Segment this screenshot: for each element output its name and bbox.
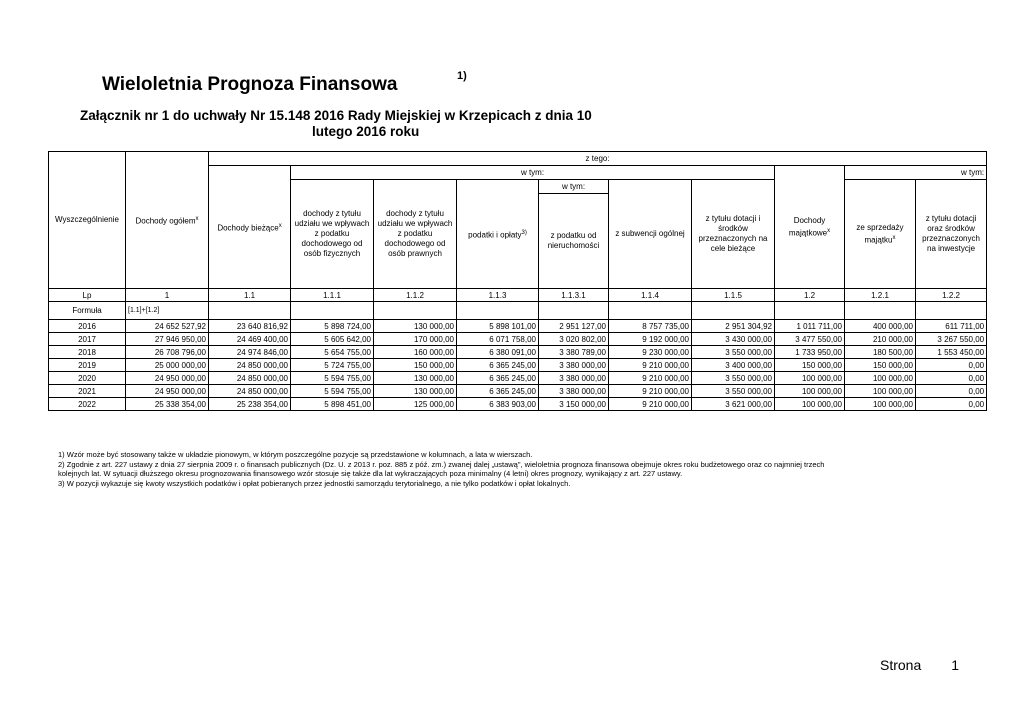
year-cell: 2021 bbox=[49, 385, 126, 398]
header-pit-share: dochody z tytułu udziału we wpływach z podatku dochodowego od osób fizycznych bbox=[291, 180, 374, 289]
data-rows bbox=[49, 320, 987, 411]
value-cell: 24 950 000,00 bbox=[126, 372, 209, 385]
value-cell: 150 000,00 bbox=[374, 359, 457, 372]
header-dotacje-inwestycje: z tytułu dotacji oraz środków przeznaczonych na inwestycje bbox=[916, 180, 987, 289]
value-cell: 130 000,00 bbox=[374, 372, 457, 385]
formula-cell bbox=[457, 302, 539, 320]
value-cell: 24 469 400,00 bbox=[209, 333, 291, 346]
value-cell: 1 553 450,00 bbox=[916, 346, 987, 359]
value-cell: 130 000,00 bbox=[374, 320, 457, 333]
table-row bbox=[49, 385, 987, 398]
value-cell: 9 210 000,00 bbox=[609, 359, 692, 372]
value-cell: 0,00 bbox=[916, 385, 987, 398]
value-cell: 3 430 000,00 bbox=[692, 333, 775, 346]
header-z-tego: z tego: bbox=[209, 152, 987, 166]
header-dotacje-biezace: z tytułu dotacji i środków przeznaczonych na cele bieżące bbox=[692, 180, 775, 289]
value-cell: 27 946 950,00 bbox=[126, 333, 209, 346]
value-cell: 210 000,00 bbox=[845, 333, 916, 346]
header-dochody-majatkowe: Dochody majątkowe$^x$ bbox=[775, 166, 845, 289]
formula-row bbox=[49, 302, 987, 320]
value-cell: 3 477 550,00 bbox=[775, 333, 845, 346]
value-cell: 5 654 755,00 bbox=[291, 346, 374, 359]
lp-cell: 1.1.4 bbox=[609, 289, 692, 302]
value-cell: 5 594 755,00 bbox=[291, 385, 374, 398]
value-cell: 24 974 846,00 bbox=[209, 346, 291, 359]
forecast-table bbox=[48, 151, 987, 411]
lp-cell: 1.1.2 bbox=[374, 289, 457, 302]
lp-cell: 1.2 bbox=[775, 289, 845, 302]
formula-cell bbox=[845, 302, 916, 320]
formula-cell bbox=[539, 302, 609, 320]
value-cell: 1 011 711,00 bbox=[775, 320, 845, 333]
value-cell: 180 500,00 bbox=[845, 346, 916, 359]
header-w-tym-podatki: w tym: bbox=[539, 180, 609, 194]
value-cell: 5 898 724,00 bbox=[291, 320, 374, 333]
value-cell: 3 380 789,00 bbox=[539, 346, 609, 359]
value-cell: 25 338 354,00 bbox=[126, 398, 209, 411]
value-cell: 5 605 642,00 bbox=[291, 333, 374, 346]
year-cell: 2019 bbox=[49, 359, 126, 372]
value-cell: 2 951 304,92 bbox=[692, 320, 775, 333]
value-cell: 100 000,00 bbox=[845, 398, 916, 411]
lp-cell: 1.1 bbox=[209, 289, 291, 302]
formula-cell bbox=[209, 302, 291, 320]
formula-label: Formuła bbox=[49, 302, 126, 320]
footnote-2-continued: kolejnych lat. W sytuacji dłuższego okresu prognozowania finansowego wzór stosuje się także dla lat wykraczających poza minimalny (4 letni) okres prognozy, wynikający z art. 227 ustawy. bbox=[58, 469, 683, 479]
value-cell: 26 708 796,00 bbox=[126, 346, 209, 359]
value-cell: 24 850 000,00 bbox=[209, 385, 291, 398]
value-cell: 5 594 755,00 bbox=[291, 372, 374, 385]
year-cell: 2022 bbox=[49, 398, 126, 411]
lp-cell: 1 bbox=[126, 289, 209, 302]
value-cell: 3 550 000,00 bbox=[692, 346, 775, 359]
year-cell: 2017 bbox=[49, 333, 126, 346]
value-cell: 9 210 000,00 bbox=[609, 372, 692, 385]
header-w-tym-biezace: w tym: bbox=[291, 166, 775, 180]
value-cell: 100 000,00 bbox=[775, 385, 845, 398]
formula-cell bbox=[775, 302, 845, 320]
lp-cell: 1.1.3.1 bbox=[539, 289, 609, 302]
table-row bbox=[49, 372, 987, 385]
table-row bbox=[49, 333, 987, 346]
header-subwencja: z subwencji ogólnej bbox=[609, 180, 692, 289]
value-cell: 3 380 000,00 bbox=[539, 359, 609, 372]
value-cell: 100 000,00 bbox=[775, 372, 845, 385]
value-cell: 25 000 000,00 bbox=[126, 359, 209, 372]
value-cell: 9 192 000,00 bbox=[609, 333, 692, 346]
header-sprzedaz-majatku: ze sprzedaży majątku$^x$ bbox=[845, 180, 916, 289]
value-cell: 3 621 000,00 bbox=[692, 398, 775, 411]
value-cell: 150 000,00 bbox=[775, 359, 845, 372]
value-cell: 3 150 000,00 bbox=[539, 398, 609, 411]
page-footer bbox=[880, 657, 959, 673]
year-cell: 2018 bbox=[49, 346, 126, 359]
value-cell: 5 898 451,00 bbox=[291, 398, 374, 411]
value-cell: 9 230 000,00 bbox=[609, 346, 692, 359]
title-footnote-marker: 1) bbox=[457, 70, 467, 82]
value-cell: 0,00 bbox=[916, 398, 987, 411]
value-cell: 23 640 816,92 bbox=[209, 320, 291, 333]
lp-cell: 1.2.2 bbox=[916, 289, 987, 302]
table-row bbox=[49, 320, 987, 333]
header-dochody-biezace: Dochody bieżące$^x$ bbox=[209, 166, 291, 289]
value-cell: 24 850 000,00 bbox=[209, 372, 291, 385]
value-cell: 100 000,00 bbox=[775, 398, 845, 411]
header-row-z-tego bbox=[49, 152, 987, 166]
value-cell: 130 000,00 bbox=[374, 385, 457, 398]
value-cell: 3 550 000,00 bbox=[692, 385, 775, 398]
value-cell: 6 365 245,00 bbox=[457, 372, 539, 385]
value-cell: 6 365 245,00 bbox=[457, 359, 539, 372]
footnote-3: 3) W pozycji wykazuje się kwoty wszystkich podatków i opłat pobieranych przez jednostki samorządu terytorialnego, a nie tylko podatków i opłat lokalnych. bbox=[58, 478, 571, 488]
value-cell: 3 267 550,00 bbox=[916, 333, 987, 346]
value-cell: 5 724 755,00 bbox=[291, 359, 374, 372]
value-cell: 3 380 000,00 bbox=[539, 385, 609, 398]
value-cell: 160 000,00 bbox=[374, 346, 457, 359]
value-cell: 611 711,00 bbox=[916, 320, 987, 333]
table-row bbox=[49, 359, 987, 372]
document-title: Wieloletnia Prognoza Finansowa bbox=[102, 74, 398, 95]
value-cell: 9 210 000,00 bbox=[609, 385, 692, 398]
value-cell: 3 380 000,00 bbox=[539, 372, 609, 385]
formula-cell bbox=[291, 302, 374, 320]
table-row bbox=[49, 398, 987, 411]
value-cell: 150 000,00 bbox=[845, 359, 916, 372]
value-cell: 3 550 000,00 bbox=[692, 372, 775, 385]
lp-row bbox=[49, 289, 987, 302]
table-row bbox=[49, 346, 987, 359]
value-cell: 3 020 802,00 bbox=[539, 333, 609, 346]
value-cell: 0,00 bbox=[916, 359, 987, 372]
lp-cell: 1.2.1 bbox=[845, 289, 916, 302]
formula-cell bbox=[916, 302, 987, 320]
value-cell: 25 238 354,00 bbox=[209, 398, 291, 411]
header-wyszczegolnienie: Wyszczególnienie bbox=[49, 152, 126, 289]
value-cell: 5 898 101,00 bbox=[457, 320, 539, 333]
footnotes bbox=[58, 450, 958, 488]
subtitle-line-2: lutego 2016 roku bbox=[312, 124, 420, 139]
lp-cell: 1.1.5 bbox=[692, 289, 775, 302]
lp-cell: Lp bbox=[49, 289, 126, 302]
header-podatki-oplaty: podatki i opłaty$^{3)}$ bbox=[457, 180, 539, 289]
formula-value: [1.1]+[1.2] bbox=[126, 302, 209, 320]
page-number: 1 bbox=[951, 657, 960, 673]
value-cell: 1 733 950,00 bbox=[775, 346, 845, 359]
formula-cell bbox=[609, 302, 692, 320]
value-cell: 6 365 245,00 bbox=[457, 385, 539, 398]
value-cell: 400 000,00 bbox=[845, 320, 916, 333]
value-cell: 8 757 735,00 bbox=[609, 320, 692, 333]
header-dochody-ogolem: Dochody ogółem$^x$ bbox=[126, 152, 209, 289]
value-cell: 24 652 527,92 bbox=[126, 320, 209, 333]
year-cell: 2020 bbox=[49, 372, 126, 385]
value-cell: 125 000,00 bbox=[374, 398, 457, 411]
header-w-tym-majatkowe: w tym: bbox=[845, 166, 987, 180]
footnote-1: 1) Wzór może być stosowany także w układzie pionowym, w którym poszczególne pozycje są przedstawione w kolumnach, a lata w wierszach. bbox=[58, 450, 533, 459]
value-cell: 9 210 000,00 bbox=[609, 398, 692, 411]
value-cell: 6 383 903,00 bbox=[457, 398, 539, 411]
formula-cell bbox=[374, 302, 457, 320]
subtitle-line-1: Załącznik nr 1 do uchwały Nr 15.148 2016 Rady Miejskiej w Krzepicach z dnia 10 bbox=[80, 108, 592, 123]
formula-cell bbox=[692, 302, 775, 320]
value-cell: 24 950 000,00 bbox=[126, 385, 209, 398]
value-cell: 24 850 000,00 bbox=[209, 359, 291, 372]
page-label: Strona bbox=[880, 657, 922, 673]
header-cit-share: dochody z tytułu udziału we wpływach z podatku dochodowego od osób prawnych bbox=[374, 180, 457, 289]
header-podatek-nieruchomosci: z podatku od nieruchomości bbox=[539, 194, 609, 289]
value-cell: 6 380 091,00 bbox=[457, 346, 539, 359]
value-cell: 100 000,00 bbox=[845, 385, 916, 398]
value-cell: 3 400 000,00 bbox=[692, 359, 775, 372]
value-cell: 2 951 127,00 bbox=[539, 320, 609, 333]
value-cell: 100 000,00 bbox=[845, 372, 916, 385]
value-cell: 6 071 758,00 bbox=[457, 333, 539, 346]
year-cell: 2016 bbox=[49, 320, 126, 333]
value-cell: 170 000,00 bbox=[374, 333, 457, 346]
lp-cell: 1.1.3 bbox=[457, 289, 539, 302]
footnote-2: 2) Zgodnie z art. 227 ustawy z dnia 27 sierpnia 2009 r. o finansach publicznych (Dz. U. z 2013 r. poz. 885 z póź. zm.) zwanej dalej „ustawą", wieloletnia prognoza finansowa obejmuje okres roku budżetowego oraz co najmniej trzech bbox=[58, 459, 825, 469]
value-cell: 0,00 bbox=[916, 372, 987, 385]
lp-cell: 1.1.1 bbox=[291, 289, 374, 302]
